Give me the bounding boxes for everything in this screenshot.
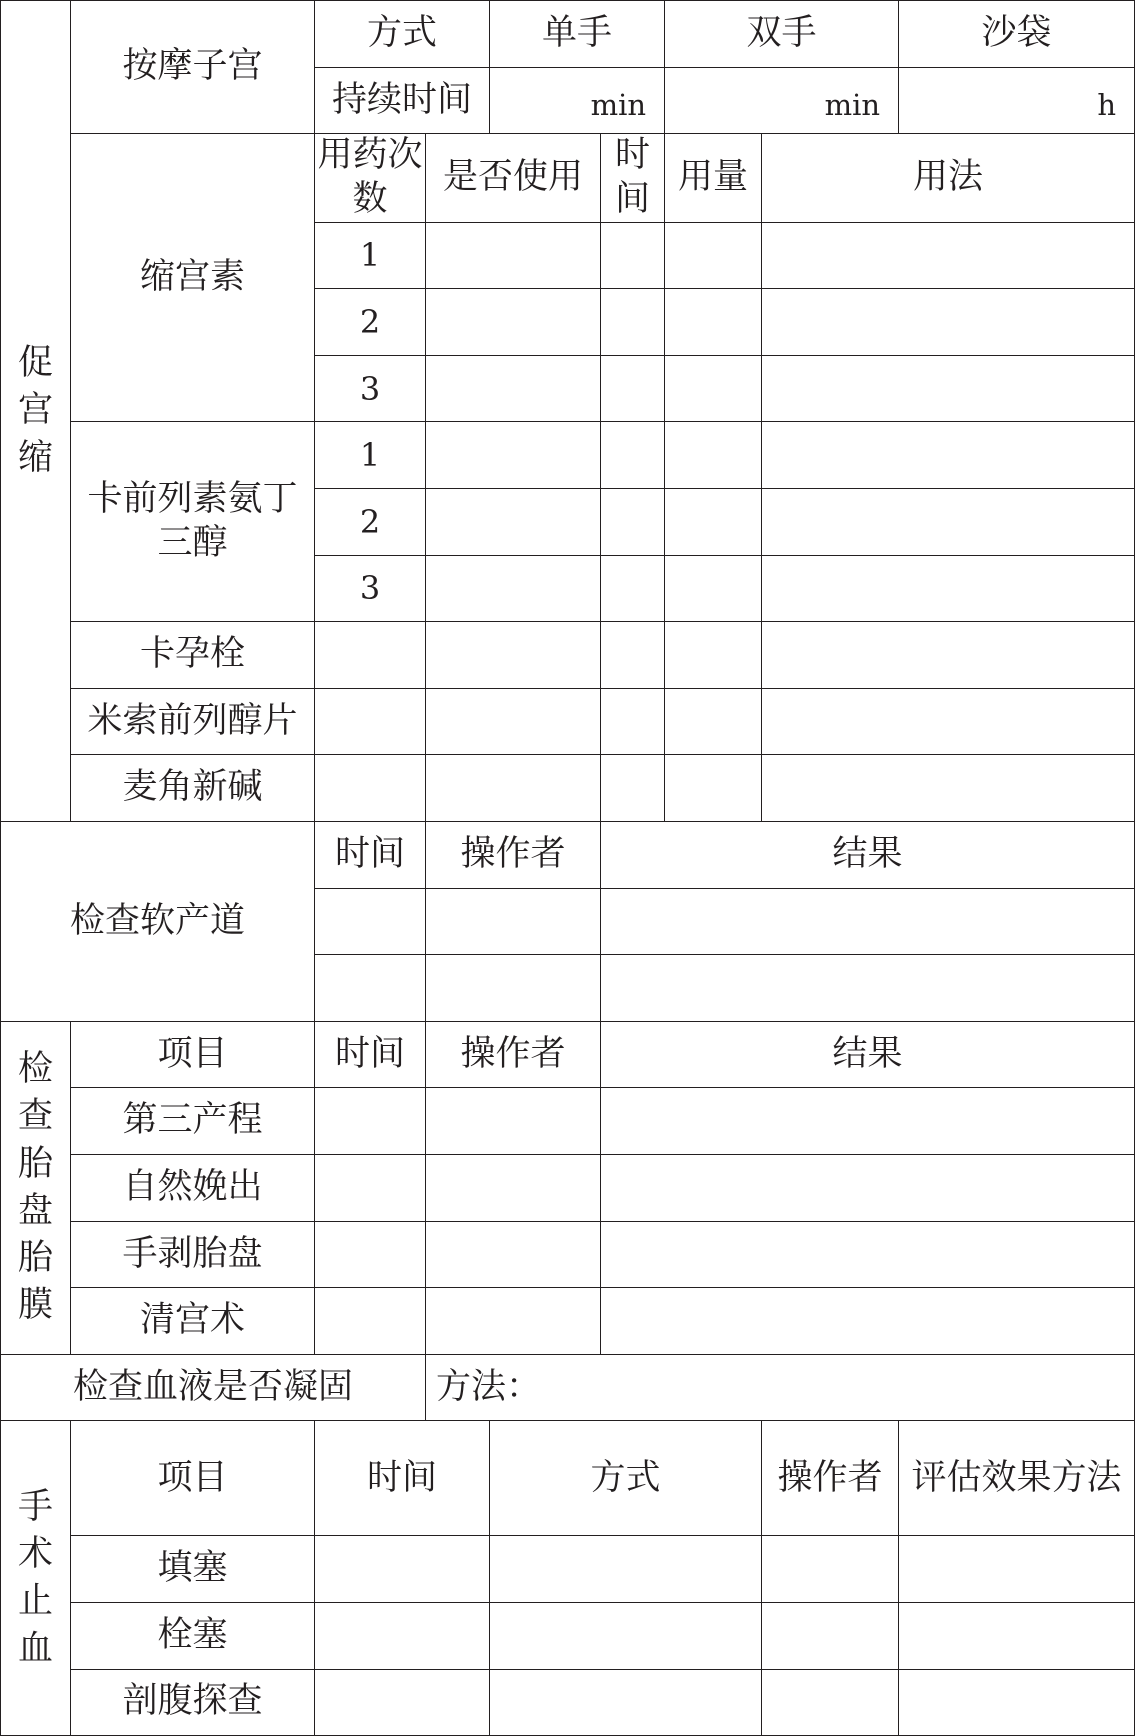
oxytocin-label: 缩宫素: [71, 134, 315, 422]
placenta-operator-cell[interactable]: [426, 1288, 601, 1355]
birth-canal-label: 检查软产道: [1, 822, 315, 1022]
oxytocin-used-cell[interactable]: [426, 222, 601, 289]
blood-clot-label: 检查血液是否凝固: [1, 1354, 426, 1421]
massage-option-double[interactable]: 双手: [665, 1, 899, 68]
placenta-header-time: 时间: [315, 1021, 426, 1088]
drug-header-dose: 用量: [665, 134, 762, 223]
carboprost-time-cell[interactable]: [601, 489, 665, 556]
placenta-operator-cell[interactable]: [426, 1088, 601, 1155]
placenta-operator-cell[interactable]: [426, 1221, 601, 1288]
drug-header-time: 时间: [601, 134, 665, 223]
carboprost-used-cell[interactable]: [426, 555, 601, 622]
surgery-evaluation-cell[interactable]: [899, 1536, 1135, 1603]
placenta-item-third-stage: 第三产程: [71, 1088, 315, 1155]
surgery-method-cell[interactable]: [490, 1669, 762, 1736]
drug-time-cell[interactable]: [601, 622, 665, 689]
massage-label: 按摩子宫: [71, 1, 315, 134]
drug-header-used: 是否使用: [426, 134, 601, 223]
placenta-result-cell[interactable]: [601, 1221, 1135, 1288]
birth-canal-result-cell[interactable]: [601, 888, 1135, 955]
oxytocin-time-cell[interactable]: [601, 355, 665, 422]
birth-canal-operator-cell[interactable]: [426, 888, 601, 955]
surgery-evaluation-cell[interactable]: [899, 1669, 1135, 1736]
carboprost-dose-cell[interactable]: [665, 489, 762, 556]
placenta-result-cell[interactable]: [601, 1155, 1135, 1222]
birth-canal-result-cell[interactable]: [601, 955, 1135, 1022]
surgery-header-method: 方式: [490, 1421, 762, 1536]
carboprost-used-cell[interactable]: [426, 422, 601, 489]
oxytocin-used-cell[interactable]: [426, 355, 601, 422]
surgery-operator-cell[interactable]: [762, 1602, 899, 1669]
drug-label-misoprostol: 米索前列醇片: [71, 688, 315, 755]
placenta-time-cell[interactable]: [315, 1221, 426, 1288]
oxytocin-dose-number: 2: [315, 289, 426, 356]
placenta-item-natural-delivery: 自然娩出: [71, 1155, 315, 1222]
surgery-header-evaluation: 评估效果方法: [899, 1421, 1135, 1536]
placenta-header-result: 结果: [601, 1021, 1135, 1088]
drug-usage-cell[interactable]: [762, 688, 1135, 755]
surgery-header-operator: 操作者: [762, 1421, 899, 1536]
carboprost-usage-cell[interactable]: [762, 555, 1135, 622]
drug-count-cell[interactable]: [315, 755, 426, 822]
massage-duration-double[interactable]: min: [665, 67, 899, 134]
drug-label-ergometrine: 麦角新碱: [71, 755, 315, 822]
placenta-result-cell[interactable]: [601, 1088, 1135, 1155]
section-label-contraction: 促宫缩: [1, 1, 71, 822]
oxytocin-dose-cell[interactable]: [665, 289, 762, 356]
carboprost-dose-number: 1: [315, 422, 426, 489]
section-label-placenta: 检查胎盘胎膜: [1, 1021, 71, 1354]
surgery-time-cell[interactable]: [315, 1602, 490, 1669]
surgery-item-laparotomy: 剖腹探查: [71, 1669, 315, 1736]
placenta-item-manual-removal: 手剥胎盘: [71, 1221, 315, 1288]
carboprost-time-cell[interactable]: [601, 422, 665, 489]
oxytocin-dose-number: 1: [315, 222, 426, 289]
drug-label-carboprost-suppository: 卡孕栓: [71, 622, 315, 689]
carboprost-dose-number: 2: [315, 489, 426, 556]
placenta-time-cell[interactable]: [315, 1088, 426, 1155]
massage-duration-label: 持续时间: [315, 67, 490, 134]
placenta-result-cell[interactable]: [601, 1288, 1135, 1355]
carboprost-usage-cell[interactable]: [762, 422, 1135, 489]
birth-canal-operator-cell[interactable]: [426, 955, 601, 1022]
birth-canal-header-result: 结果: [601, 822, 1135, 889]
oxytocin-dose-cell[interactable]: [665, 222, 762, 289]
surgery-operator-cell[interactable]: [762, 1536, 899, 1603]
birth-canal-time-cell[interactable]: [315, 888, 426, 955]
carboprost-usage-cell[interactable]: [762, 489, 1135, 556]
surgery-time-cell[interactable]: [315, 1669, 490, 1736]
surgery-header-time: 时间: [315, 1421, 490, 1536]
oxytocin-usage-cell[interactable]: [762, 289, 1135, 356]
massage-duration-single[interactable]: min: [490, 67, 665, 134]
drug-usage-cell[interactable]: [762, 755, 1135, 822]
drug-count-cell[interactable]: [315, 622, 426, 689]
drug-used-cell[interactable]: [426, 622, 601, 689]
surgery-operator-cell[interactable]: [762, 1669, 899, 1736]
drug-used-cell[interactable]: [426, 755, 601, 822]
drug-used-cell[interactable]: [426, 688, 601, 755]
oxytocin-time-cell[interactable]: [601, 222, 665, 289]
surgery-method-cell[interactable]: [490, 1536, 762, 1603]
surgery-header-item: 项目: [71, 1421, 315, 1536]
birth-canal-header-time: 时间: [315, 822, 426, 889]
surgery-method-cell[interactable]: [490, 1602, 762, 1669]
surgery-evaluation-cell[interactable]: [899, 1602, 1135, 1669]
oxytocin-used-cell[interactable]: [426, 289, 601, 356]
placenta-item-curettage: 清宫术: [71, 1288, 315, 1355]
massage-duration-sandbag[interactable]: h: [899, 67, 1135, 134]
drug-count-cell[interactable]: [315, 688, 426, 755]
carboprost-time-cell[interactable]: [601, 555, 665, 622]
oxytocin-dose-cell[interactable]: [665, 355, 762, 422]
section-label-surgery: 手术止血: [1, 1421, 71, 1736]
placenta-time-cell[interactable]: [315, 1288, 426, 1355]
drug-time-cell[interactable]: [601, 755, 665, 822]
carboprost-label: 卡前列素氨丁三醇: [71, 422, 315, 622]
massage-option-single[interactable]: 单手: [490, 1, 665, 68]
placenta-header-item: 项目: [71, 1021, 315, 1088]
oxytocin-usage-cell[interactable]: [762, 355, 1135, 422]
oxytocin-dose-number: 3: [315, 355, 426, 422]
drug-header-usage: 用法: [762, 134, 1135, 223]
carboprost-dose-cell[interactable]: [665, 422, 762, 489]
oxytocin-usage-cell[interactable]: [762, 222, 1135, 289]
placenta-time-cell[interactable]: [315, 1155, 426, 1222]
birth-canal-header-operator: 操作者: [426, 822, 601, 889]
massage-method-label: 方式: [315, 1, 490, 68]
placenta-header-operator: 操作者: [426, 1021, 601, 1088]
massage-option-sandbag[interactable]: 沙袋: [899, 1, 1135, 68]
drug-time-cell[interactable]: [601, 688, 665, 755]
carboprost-used-cell[interactable]: [426, 489, 601, 556]
surgery-time-cell[interactable]: [315, 1536, 490, 1603]
surgery-item-packing: 填塞: [71, 1536, 315, 1603]
placenta-operator-cell[interactable]: [426, 1155, 601, 1222]
drug-dose-cell[interactable]: [665, 688, 762, 755]
birth-canal-time-cell[interactable]: [315, 955, 426, 1022]
oxytocin-time-cell[interactable]: [601, 289, 665, 356]
carboprost-dose-number: 3: [315, 555, 426, 622]
drug-header-count: 用药次数: [315, 134, 426, 223]
surgery-item-embolization: 栓塞: [71, 1602, 315, 1669]
carboprost-dose-cell[interactable]: [665, 555, 762, 622]
blood-clot-method-field[interactable]: 方法：: [426, 1354, 1135, 1421]
drug-dose-cell[interactable]: [665, 755, 762, 822]
drug-usage-cell[interactable]: [762, 622, 1135, 689]
drug-dose-cell[interactable]: [665, 622, 762, 689]
